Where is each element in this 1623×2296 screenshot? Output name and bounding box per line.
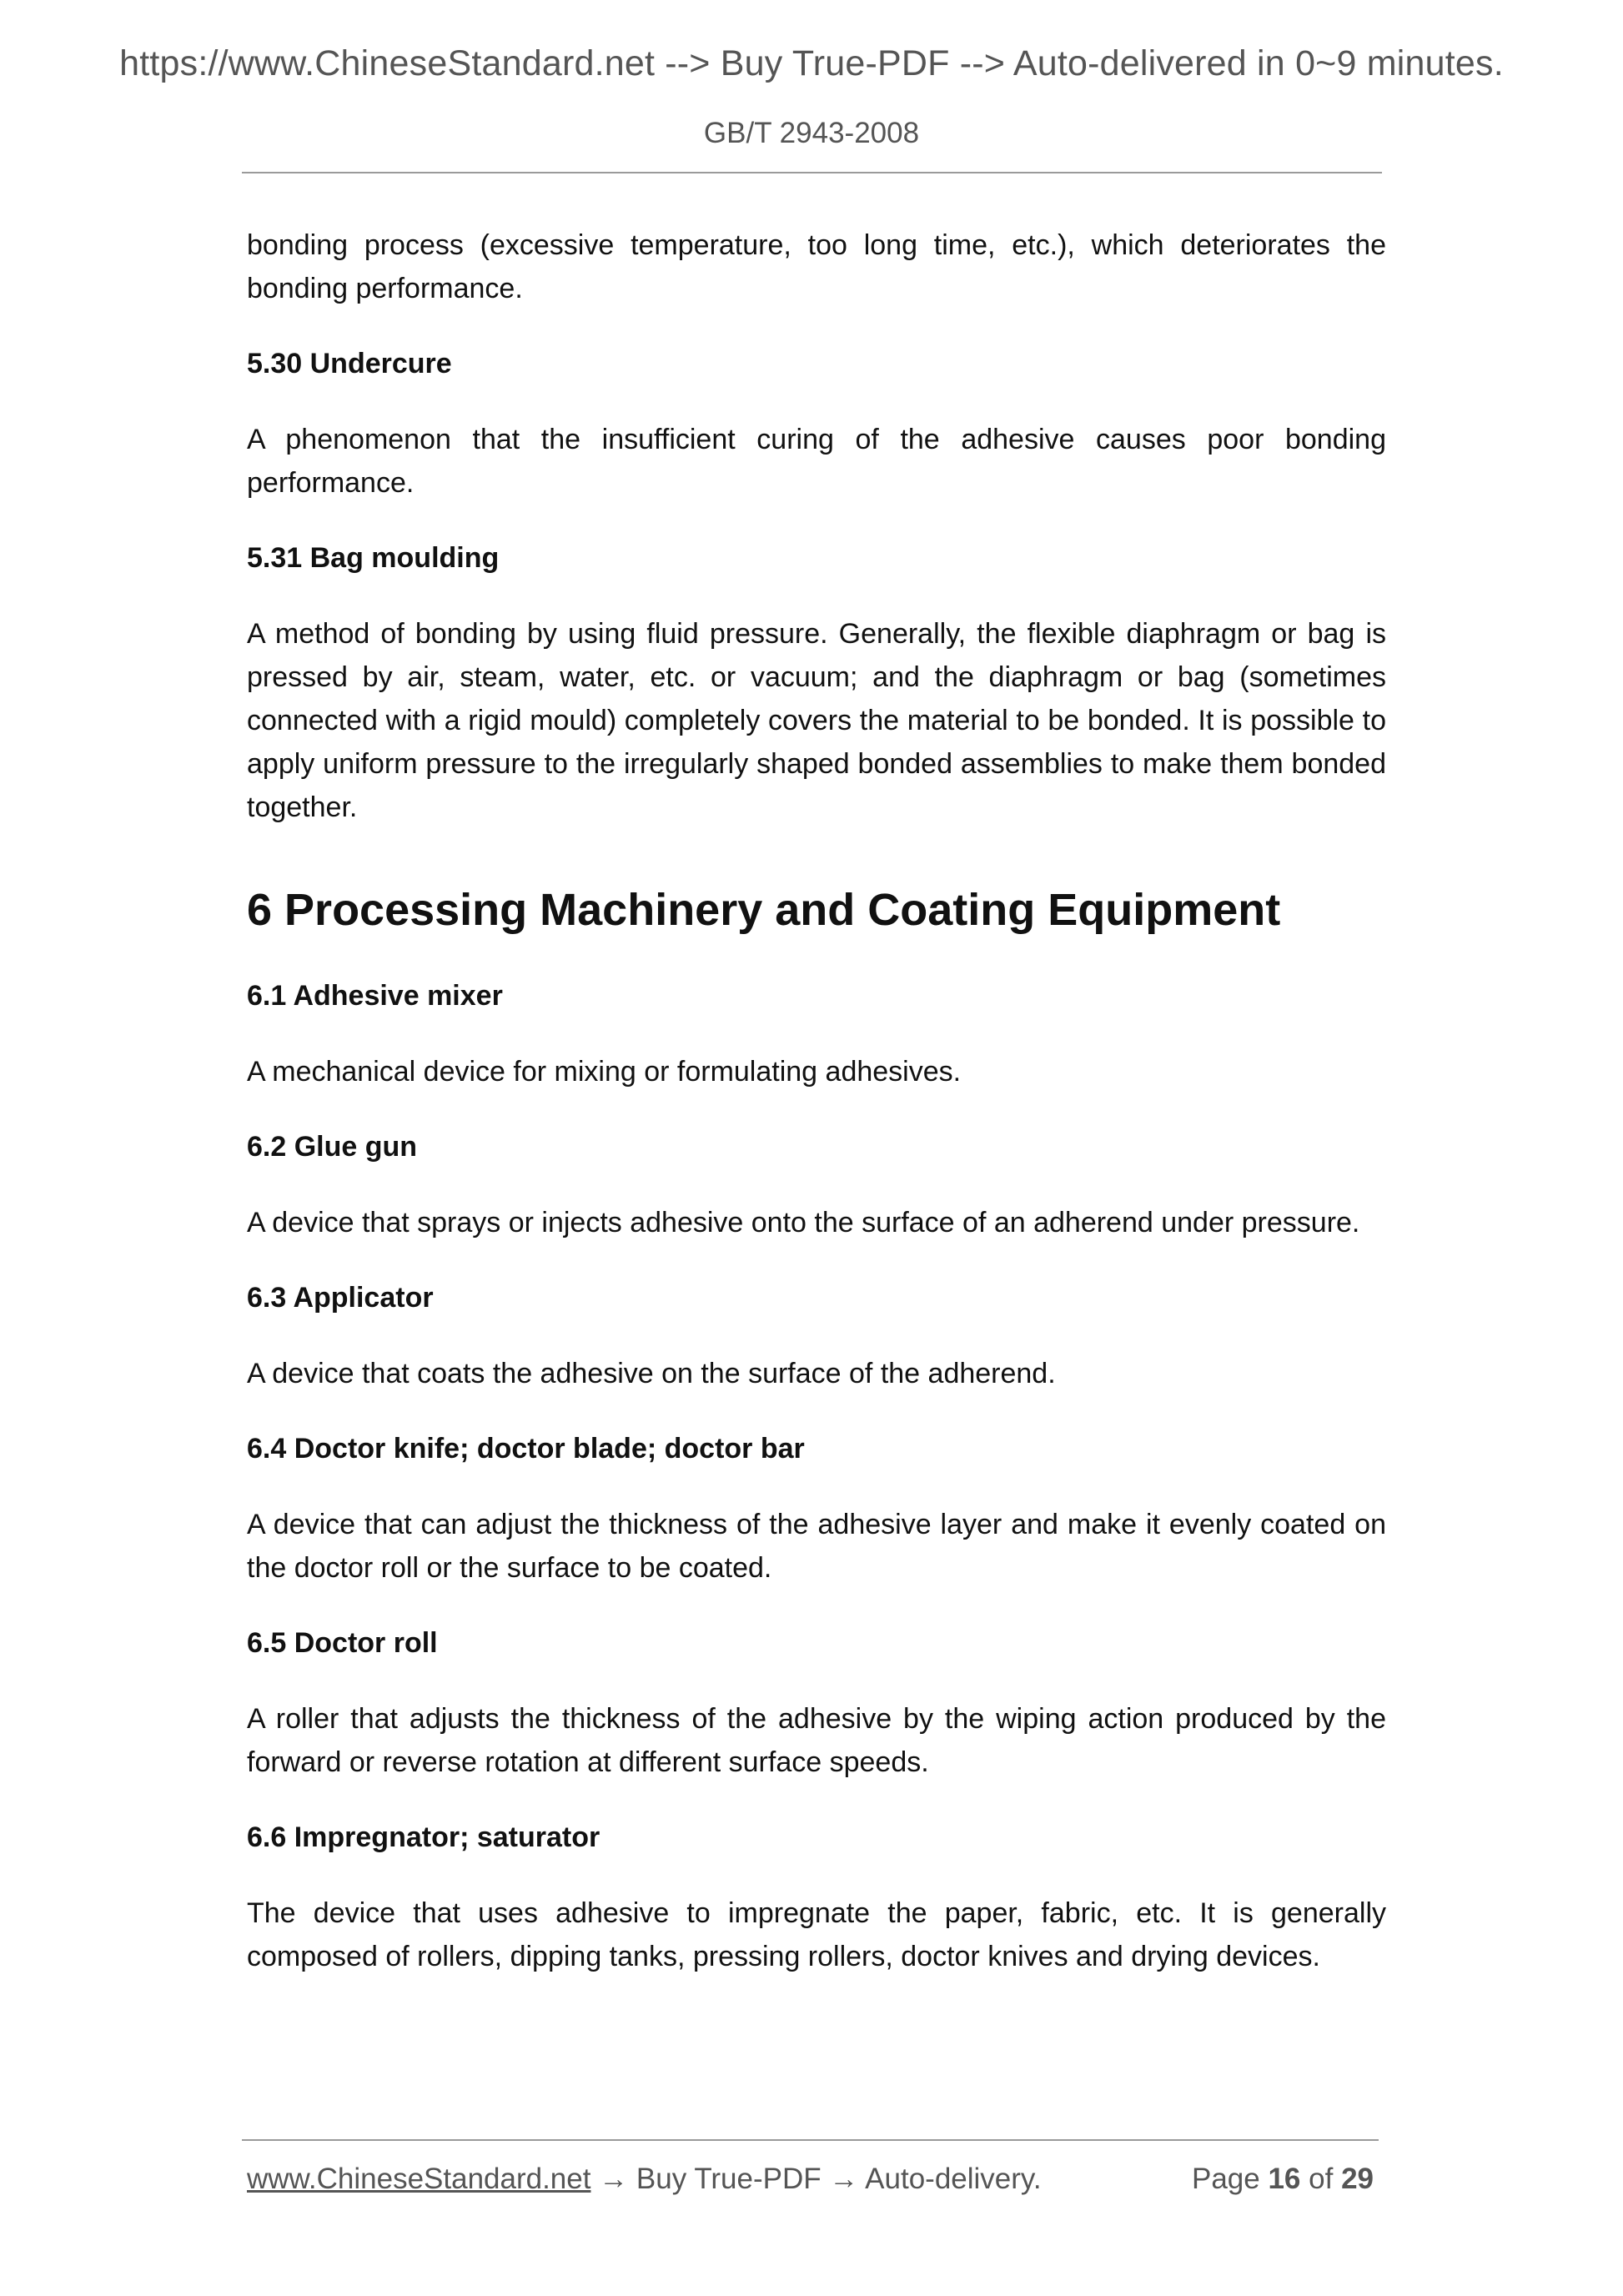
header-divider [242,172,1382,173]
section-6-5-title: 6.5 Doctor roll [247,1627,438,1659]
section-6-5-text: A roller that adjusts the thickness of the adhesive by the wiping action produced by the forward or reverse rotation at different surface speeds. [247,1703,1386,1778]
section-6-3-title: 6.3 Applicator [247,1282,434,1314]
page-current: 16 [1268,2163,1301,2195]
document-code: GB/T 2943-2008 [703,117,920,149]
section-5-31-title: 5.31 Bag moulding [247,542,500,574]
section-6-6-title: 6.6 Impregnator; saturator [247,1821,600,1853]
section-5-30-title: 5.30 Undercure [247,348,452,379]
page-indicator [1192,2158,1374,2200]
footer-site-link[interactable]: www.ChineseStandard.net [247,2163,591,2195]
section-6-1-title: 6.1 Adhesive mixer [247,980,503,1012]
section-6-3-text: A device that coats the adhesive on the surface of the adherend. [247,1358,1056,1389]
document-body [247,224,1386,1978]
section-5-30-text: A phenomenon that the insufficient curing of the adhesive causes poor bonding performance. [247,424,1386,499]
section-6-4-text: A device that can adjust the thickness of the adhesive layer and make it evenly coated on the doctor roll or the surface to be coated. [247,1509,1386,1584]
footer-promo-text: → Buy True-PDF → Auto-delivery. [590,2163,1042,2195]
chapter-6-title: 6 Processing Machinery and Coating Equipment [247,885,1281,935]
section-5-31-text: A method of bonding by using fluid pressure. Generally, the flexible diaphragm or bag is pressed by air, steam, water, etc. or vacuum; and the diaphragm or bag (sometimes connected with a rigid mould) completely covers the material to be bonded. It is possible to apply uniform pressure to the irregularly shaped bonded assemblies to make them bonded together. [247,618,1386,823]
page-total: 29 [1341,2163,1374,2195]
section-6-2-title: 6.2 Glue gun [247,1131,418,1163]
section-6-6-text: The device that uses adhesive to impregnate the paper, fabric, etc. It is generally composed of rollers, dipping tanks, pressing rollers, doctor knives and drying devices. [247,1897,1386,1972]
footer-promo [247,2158,1042,2200]
top-banner: https://www.ChineseStandard.net --> Buy True-PDF --> Auto-delivered in 0~9 minutes. [119,43,1504,83]
section-6-1-text: A mechanical device for mixing or formulating adhesives. [247,1056,962,1088]
page-label: Page [1191,2163,1260,2195]
intro-paragraph: bonding process (excessive temperature, too long time, etc.), which deteriorates the bonding performance. [247,229,1386,304]
page-of-label: of [1309,2163,1334,2195]
footer-divider [242,2139,1379,2141]
section-6-4-title: 6.4 Doctor knife; doctor blade; doctor bar [247,1433,805,1465]
section-6-2-text: A device that sprays or injects adhesive onto the surface of an adherend under pressure. [247,1207,1360,1238]
